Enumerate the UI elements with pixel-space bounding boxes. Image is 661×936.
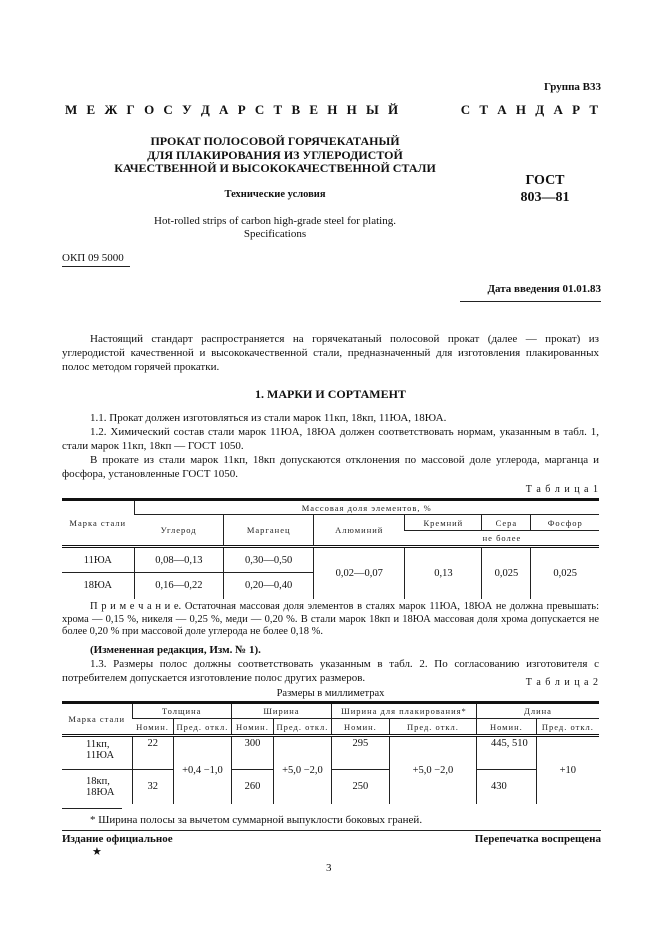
official-edition: Издание официальное: [62, 833, 173, 845]
divider: [62, 830, 601, 831]
cell: +0,4 −1,0: [173, 736, 231, 804]
cell: 22: [132, 736, 173, 770]
cell: +5,0 −2,0: [273, 736, 331, 804]
reprint-notice: Перепечатка воспрещена: [474, 833, 601, 845]
cell: 300: [231, 736, 273, 770]
col-header: Пред. откл.: [536, 719, 599, 736]
cell: 11ЮА: [62, 547, 134, 573]
col-header: Фосфор: [531, 515, 599, 531]
title-line: КАЧЕСТВЕННОЙ И ВЫСОКОКАЧЕСТВЕННОЙ СТАЛИ: [114, 161, 436, 175]
header-grade: Марка стали: [62, 703, 132, 736]
cell: 32: [132, 770, 173, 804]
table-2: [62, 701, 599, 804]
cell: 11кп, 11ЮА: [62, 736, 132, 770]
cell: 250: [331, 770, 389, 804]
paragraph-1-3: 1.3. Размеры полос должны соответствовать указанным в табл. 2. По согласованию изготовителя с потребителем допускается изготовление полос других размеров.: [62, 658, 599, 684]
header-right: С Т А Н Д А Р Т: [460, 102, 601, 117]
col-header: Алюминий: [314, 515, 405, 547]
change-note: (Измененная редакция, Изм. № 1).: [90, 644, 261, 656]
document-title: [60, 135, 490, 176]
table2-units: Размеры в миллиметрах: [276, 688, 385, 699]
cell: +10: [536, 736, 599, 804]
group-header: Толщина: [132, 703, 231, 719]
paragraph-1-2b: В прокате из стали марок 11кп, 18кп допускаются отклонения по массовой доле углерода, марганца и фосфора, установленные ГОСТ 1050.: [62, 454, 599, 480]
note-label: П р и м е ч а н и е.: [90, 601, 182, 612]
col-header: Пред. откл.: [389, 719, 476, 736]
cell: 18кп, 18ЮА: [86, 775, 115, 798]
table-1: [62, 498, 599, 599]
cell: 0,13: [405, 547, 482, 599]
subtitle: Технические условия: [224, 189, 326, 200]
title-line: ДЛЯ ПЛАКИРОВАНИЯ ИЗ УГЛЕРОДИСТОЙ: [147, 147, 403, 162]
cell: 295: [331, 736, 389, 770]
note-text: Остаточная массовая доля элементов в сталях марок 11ЮА, 18ЮА не должна превышать: хрома — 0,15 %, никеля — 0,25 %, меди — 0,20 %. В стали марок 18кп и 18ЮА массовая доля хрома допускается не более 0,20 % при массовой доле углерода не более 0,18 %.: [62, 601, 599, 637]
group-header: Ширина: [231, 703, 331, 719]
paragraph-1-2: 1.2. Химический состав стали марок 11ЮА, 18ЮА должен соответствовать нормам, указанным в табл. 1, стали марок 11кп, 18кп — ГОСТ 1050.: [62, 426, 599, 452]
cell: 0,30—0,50: [224, 547, 314, 573]
col-header: Номин.: [231, 719, 273, 736]
note: [62, 601, 599, 639]
intro-paragraph: Настоящий стандарт распространяется на горячекатаный полосовой прокат (далее — прокат) из углеродистой качественной и высококачественной стали, предназначенный для изготовления плакированных полос методом горячей прокатки.: [62, 333, 599, 373]
table-row: [62, 770, 599, 804]
cell: 0,08—0,13: [134, 547, 224, 573]
table-row: [62, 547, 599, 573]
cell: 0,02—0,07: [314, 547, 405, 599]
header-mass: Массовая доля элементов, %: [134, 500, 599, 515]
gost-code: 803—81: [520, 190, 570, 205]
cell: 445, 510: [477, 736, 537, 770]
cell: 0,20—0,40: [224, 573, 314, 599]
col-header: Сера: [482, 515, 531, 531]
cell: 0,16—0,22: [134, 573, 224, 599]
table-row: [62, 736, 599, 770]
group-header: Длина: [477, 703, 599, 719]
col-header: Пред. откл.: [273, 719, 331, 736]
col-header: Марганец: [224, 515, 314, 547]
cell: 18ЮА: [83, 580, 112, 592]
section-heading: 1. МАРКИ И СОРТАМЕНТ: [255, 387, 406, 401]
paragraph-1-1: 1.1. Прокат должен изготовляться из стали марок 11кп, 18кп, 11ЮА, 18ЮА.: [90, 412, 447, 424]
star-icon: ★: [92, 846, 102, 858]
cell: +5,0 −2,0: [389, 736, 476, 804]
not-more-label: не более: [405, 531, 599, 547]
footnote-rule: [62, 808, 122, 809]
group-header: Ширина для плакирования*: [331, 703, 476, 719]
cell: 0,025: [482, 547, 531, 599]
col-header: Номин.: [477, 719, 537, 736]
divider: [460, 301, 601, 302]
col-header: Номин.: [331, 719, 389, 736]
gost-label: ГОСТ: [525, 173, 565, 188]
cell: 0,025: [531, 547, 599, 599]
intro-date: Дата введения 01.01.83: [487, 283, 601, 295]
english-title: [60, 215, 490, 241]
group-label: Группа В33: [543, 81, 601, 93]
header-left: М Е Ж Г О С У Д А Р С Т В Е Н Н Ы Й: [65, 102, 402, 117]
page-number: 3: [326, 862, 332, 874]
col-header: Пред. откл.: [173, 719, 231, 736]
cell: 260: [231, 770, 273, 804]
footnote-text: * Ширина полосы за вычетом суммарной выпуклости боковых граней.: [90, 814, 423, 826]
gost-number: [500, 172, 590, 206]
cell: 430: [477, 770, 537, 804]
header-grade: Марка стали: [62, 500, 134, 547]
col-header: Номин.: [132, 719, 173, 736]
table2-caption: Т а б л и ц а 2: [525, 677, 599, 688]
title-line: ПРОКАТ ПОЛОСОВОЙ ГОРЯЧЕКАТАНЫЙ: [150, 134, 400, 148]
english-line: Specifications: [243, 228, 307, 240]
col-header: Кремний: [405, 515, 482, 531]
col-header: Углерод: [134, 515, 224, 547]
table1-caption: Т а б л и ц а 1: [525, 484, 599, 495]
english-line: Hot-rolled strips of carbon high-grade steel for plating.: [154, 215, 396, 227]
okp-code: ОКП 09 5000: [62, 252, 130, 267]
